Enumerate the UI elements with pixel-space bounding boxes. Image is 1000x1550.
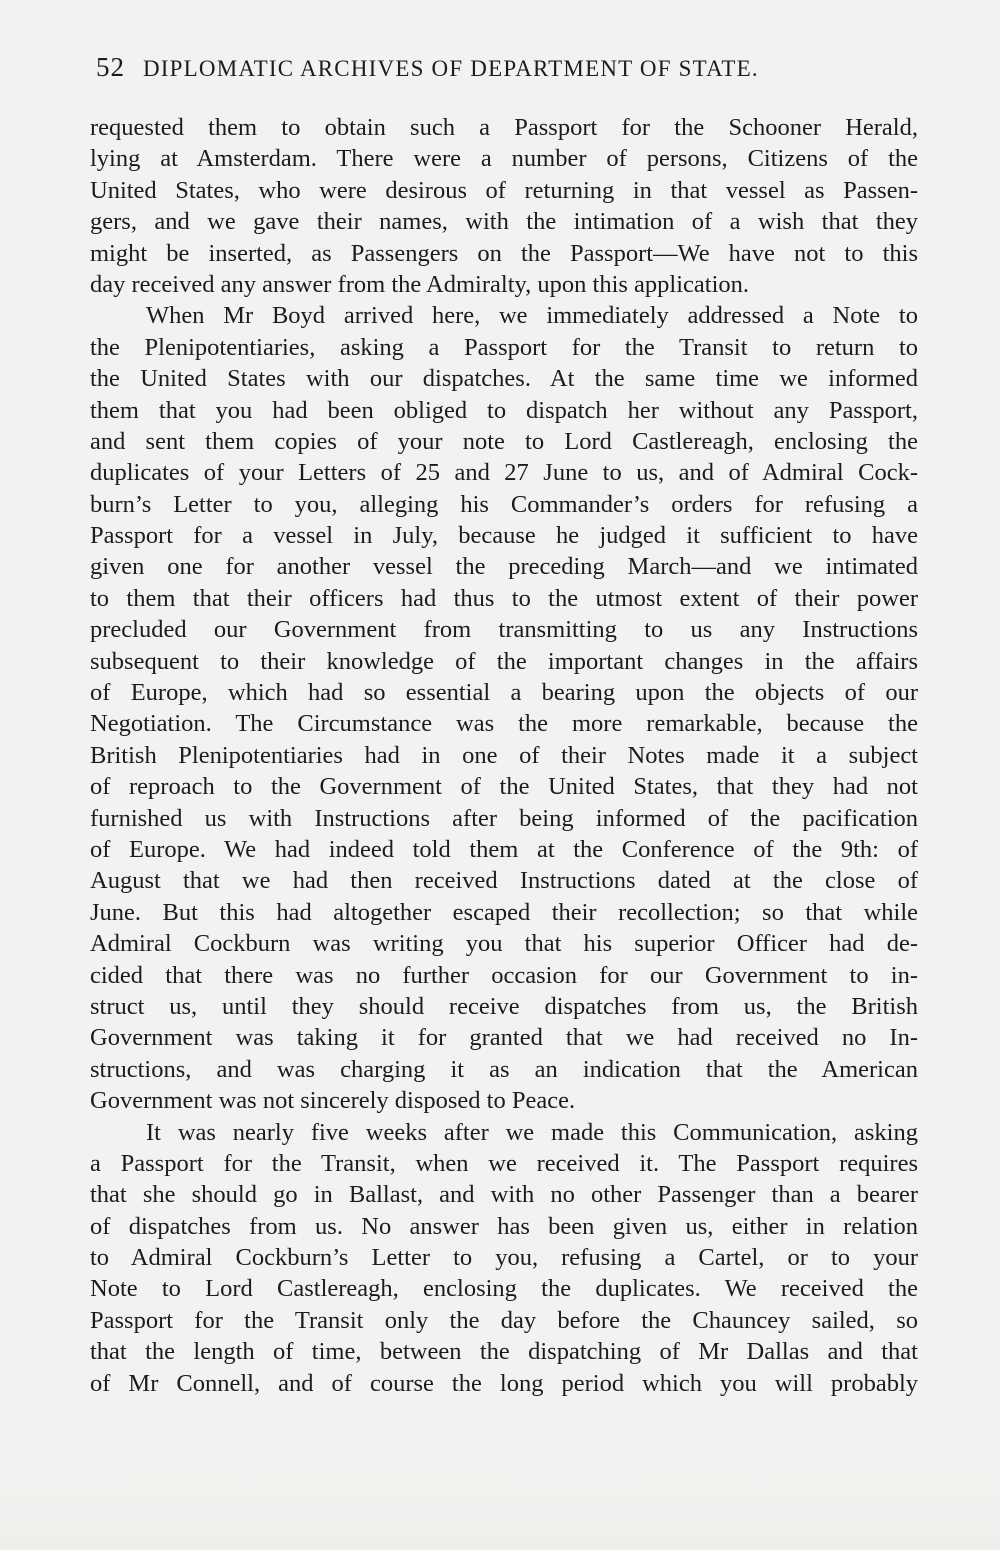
paragraph-3 (90, 1117, 918, 1400)
text-line: June. But this had altogether escaped their recollection; so that while (90, 898, 918, 926)
text-line: subsequent to their knowledge of the important changes in the affairs (90, 647, 918, 675)
text-line: lying at Amsterdam. There were a number of persons, Citizens of the (90, 145, 918, 173)
text-line: and sent them copies of your note to Lord Castlereagh, enclosing the (90, 427, 918, 455)
text-line: Admiral Cockburn was writing you that his superior Officer had de- (90, 930, 918, 958)
text-line: August that we had then received Instructions dated at the close of (90, 867, 918, 895)
text-line: to Admiral Cockburn’s Letter to you, refusing a Cartel, or to your (90, 1244, 918, 1272)
running-title: DIPLOMATIC ARCHIVES OF DEPARTMENT OF STATE. (143, 56, 759, 81)
running-header (96, 52, 886, 92)
text-line: that the length of time, between the dispatching of Mr Dallas and that (90, 1338, 918, 1366)
text-line: When Mr Boyd arrived here, we immediately addressed a Note to (146, 302, 918, 330)
text-line: British Plenipotentiaries had in one of their Notes made it a subject (90, 741, 918, 769)
text-line: furnished us with Instructions after being informed of the pacification (90, 804, 918, 832)
text-line: of Mr Connell, and of course the long period which you will probably (90, 1369, 918, 1397)
text-line: to them that their officers had thus to the utmost extent of their power (90, 584, 918, 612)
text-line: of dispatches from us. No answer has been given us, either in relation (90, 1212, 918, 1240)
text-line: a Passport for the Transit, when we received it. The Passport requires (90, 1149, 918, 1177)
text-line: Government was taking it for granted that we had received no In- (90, 1024, 918, 1052)
paragraph-2 (90, 300, 918, 1116)
text-line: the Plenipotentiaries, asking a Passport for the Transit to return to (90, 333, 918, 361)
text-line: Passport for the Transit only the day before the Chauncey sailed, so (90, 1306, 918, 1334)
text-line: might be inserted, as Passengers on the Passport—We have not to this (90, 239, 918, 267)
text-line: of Europe. We had indeed told them at the Conference of the 9th: of (90, 835, 918, 863)
text-line: structions, and was charging it as an indication that the American (90, 1055, 918, 1083)
text-line: day received any answer from the Admiralty, upon this application. (90, 270, 750, 298)
text-line: Passport for a vessel in July, because he judged it sufficient to have (90, 522, 918, 550)
text-line: precluded our Government from transmitting to us any Instructions (90, 616, 918, 644)
text-line: Note to Lord Castlereagh, enclosing the duplicates. We received the (90, 1275, 918, 1303)
paragraph-1 (90, 112, 918, 300)
text-line: duplicates of your Letters of 25 and 27 June to us, and of Admiral Cock- (90, 459, 918, 487)
text-line: them that you had been obliged to dispatch her without any Passport, (90, 396, 918, 424)
text-line: given one for another vessel the preceding March—and we intimated (90, 553, 918, 581)
text-line: Negotiation. The Circumstance was the more remarkable, because the (90, 710, 918, 738)
body-text (90, 112, 918, 1399)
text-line: requested them to obtain such a Passport for the Schooner Herald, (90, 114, 918, 141)
text-line: gers, and we gave their names, with the intimation of a wish that they (90, 208, 918, 236)
page-shadow (0, 1470, 1000, 1550)
text-line: United States, who were desirous of returning in that vessel as Passen- (90, 176, 918, 204)
page-number: 52 (96, 52, 125, 82)
text-line: burn’s Letter to you, alleging his Commander’s orders for refusing a (90, 490, 918, 518)
text-line: struct us, until they should receive dispatches from us, the British (90, 992, 918, 1020)
text-line: that she should go in Ballast, and with no other Passenger than a bearer (90, 1181, 918, 1209)
text-line: the United States with our dispatches. At the same time we informed (90, 365, 918, 393)
text-line: It was nearly five weeks after we made this Communication, asking (146, 1118, 918, 1146)
text-line: of reproach to the Government of the United States, that they had not (90, 773, 918, 801)
text-line: of Europe, which had so essential a bearing upon the objects of our (90, 679, 918, 707)
text-line: cided that there was no further occasion for our Government to in- (90, 961, 918, 989)
text-line: Government was not sincerely disposed to Peace. (90, 1087, 576, 1115)
